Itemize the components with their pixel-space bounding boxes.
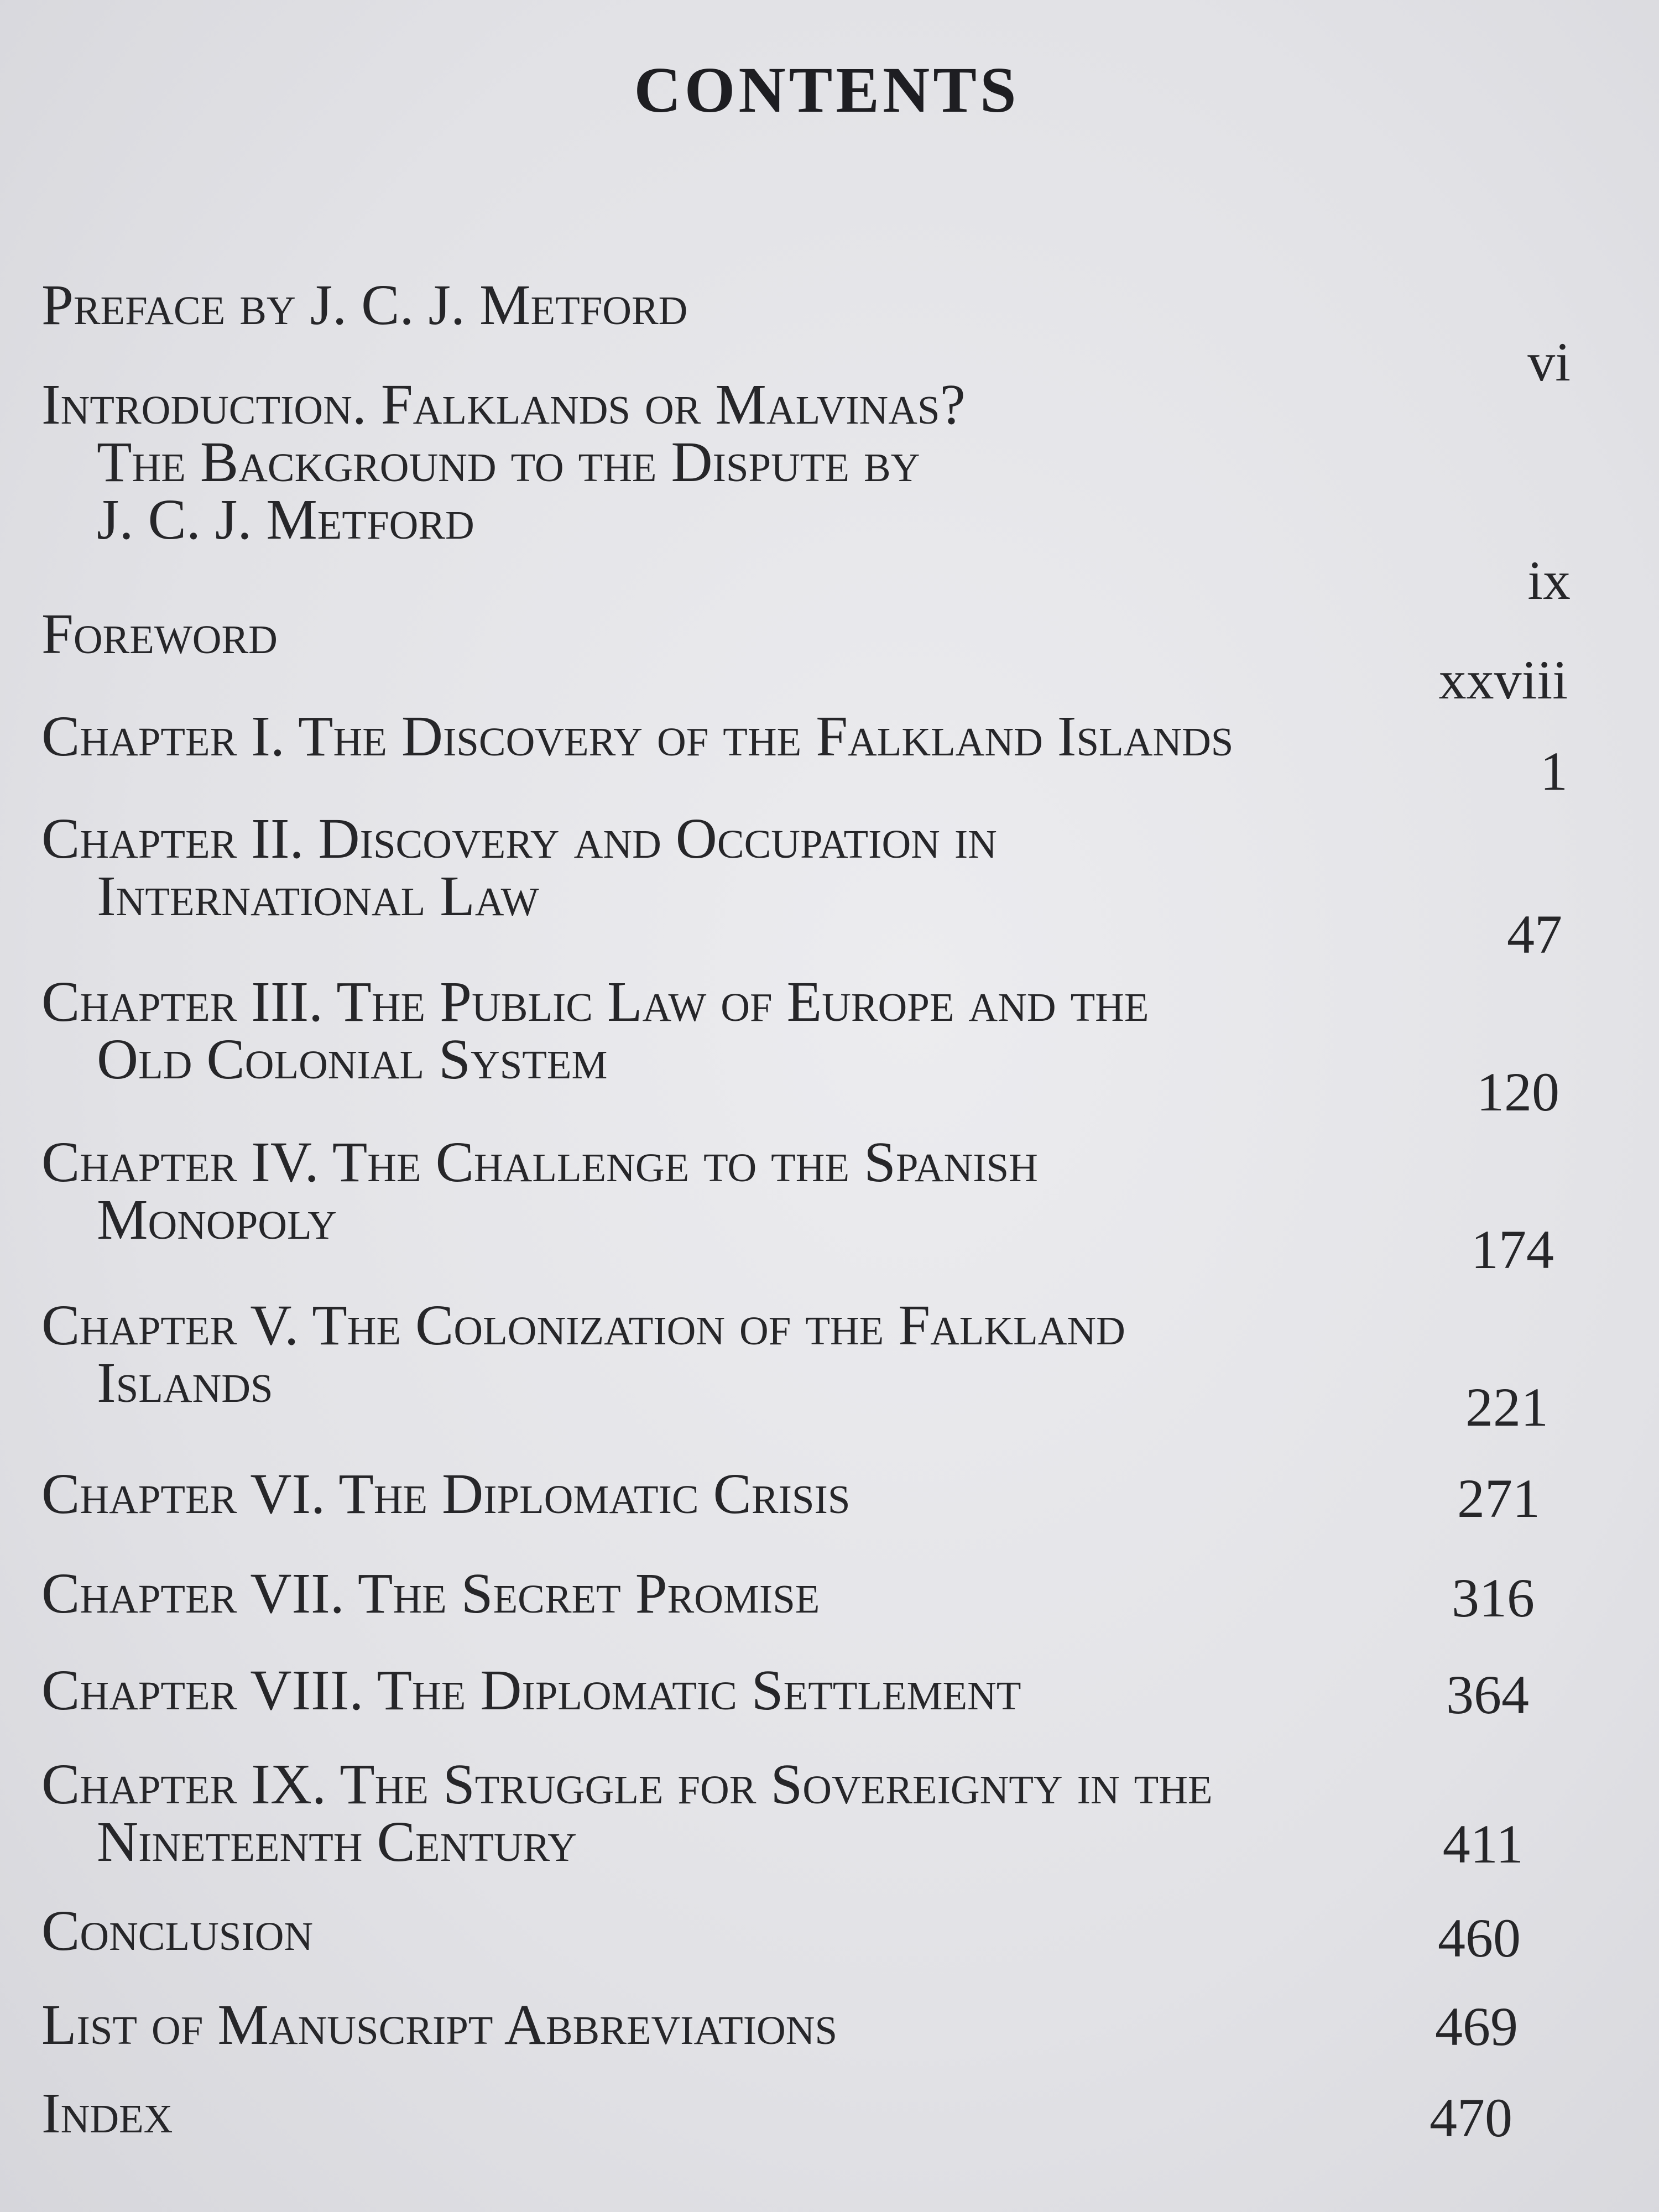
toc-page-number: 411: [1442, 1813, 1524, 1875]
toc-entry: [41, 807, 1457, 928]
toc-entry-title: Chapter IX. The Struggle for Sovereignty in the: [41, 1752, 1213, 1816]
toc-entry-title: List of Manuscript Abbreviations: [41, 1993, 838, 2057]
page-title: CONTENTS: [634, 54, 1020, 126]
toc-page-number: 174: [1471, 1219, 1554, 1280]
toc-entry-title: Chapter VI. The Diplomatic Crisis: [41, 1462, 851, 1526]
toc-entry-title: International Law: [97, 864, 539, 928]
toc-entry: [41, 1993, 1457, 2057]
toc-page-number: 221: [1465, 1376, 1548, 1438]
toc-page-number: 47: [1507, 904, 1562, 965]
toc-page-number: 460: [1438, 1907, 1521, 1969]
toc-entry-title: Chapter VIII. The Diplomatic Settlement: [41, 1658, 1021, 1722]
toc-entry-title: Chapter V. The Colonization of the Falkland: [41, 1293, 1125, 1357]
toc-entry: [41, 970, 1457, 1091]
toc-entry: [41, 1130, 1457, 1251]
toc-page-number: 120: [1477, 1061, 1559, 1123]
toc-entry-title: Nineteenth Century: [97, 1810, 577, 1874]
toc-page-number: xxviii: [1438, 649, 1568, 711]
toc-entry-title: Conclusion: [41, 1899, 314, 1963]
toc-entry-title: Introduction. Falklands or Malvinas?: [41, 373, 966, 436]
toc-entry: [41, 1899, 1457, 1963]
toc-entry-title: Islands: [97, 1351, 273, 1415]
toc-entry-title: Index: [41, 2081, 173, 2145]
toc-page-number: vi: [1527, 331, 1571, 393]
toc-entry-title: Foreword: [41, 602, 278, 666]
toc-entry-title: Chapter I. The Discovery of the Falkland Islands: [41, 705, 1234, 768]
toc-entry: [41, 1562, 1457, 1625]
toc-page-number: 1: [1540, 740, 1568, 802]
toc-entry: [41, 1293, 1457, 1415]
toc-entry: [41, 273, 1457, 337]
toc-page-number: 316: [1452, 1567, 1535, 1629]
toc-entry: [41, 2081, 1457, 2145]
toc-entry-title: The Background to the Dispute by: [97, 430, 920, 494]
toc-entry-title: Chapter III. The Public Law of Europe and the: [41, 970, 1149, 1034]
toc-page-number: ix: [1527, 550, 1571, 611]
toc-entry-title: Preface by J. C. J. Metford: [41, 273, 688, 337]
toc-entry-title: Monopoly: [97, 1188, 337, 1251]
toc-entry: [41, 602, 1457, 666]
toc-entry: [41, 373, 1457, 551]
toc-page-number: 469: [1435, 1996, 1518, 2057]
toc-page-number: 470: [1430, 2087, 1512, 2148]
toc-entry: [41, 1752, 1457, 1874]
toc-entry: [41, 1462, 1457, 1526]
toc-entry-title: Chapter II. Discovery and Occupation in: [41, 807, 997, 870]
toc-entry: [41, 705, 1457, 768]
toc-entry-title: Old Colonial System: [97, 1027, 608, 1091]
toc-entry-title: Chapter VII. The Secret Promise: [41, 1562, 820, 1625]
toc-entry: [41, 1658, 1457, 1722]
toc-entry-title: J. C. J. Metford: [97, 488, 474, 551]
toc-entry-title: Chapter IV. The Challenge to the Spanish: [41, 1130, 1038, 1194]
toc-page-number: 364: [1446, 1664, 1529, 1725]
toc-page-number: 271: [1457, 1468, 1540, 1529]
